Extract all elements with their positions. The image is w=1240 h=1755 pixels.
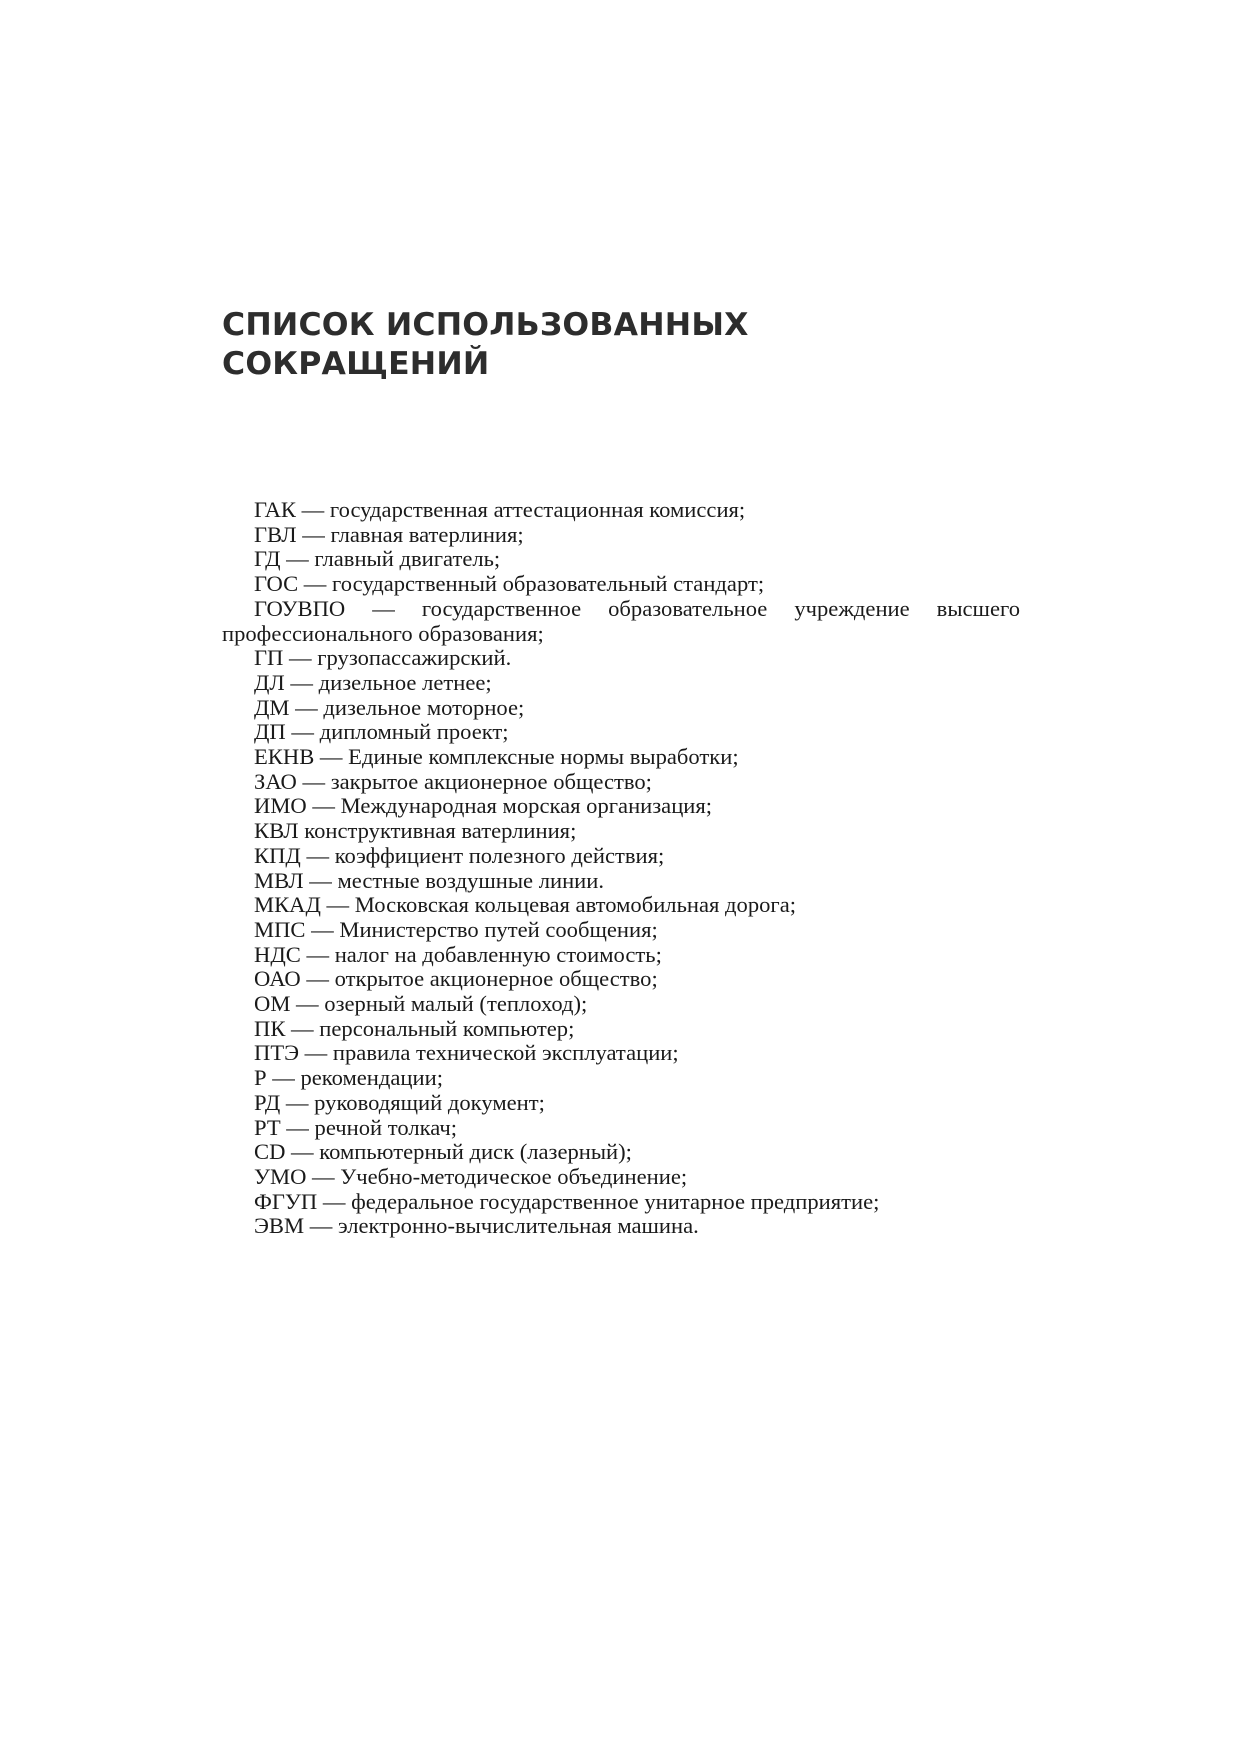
abbreviation-entry: КПД — коэффициент полезного действия; — [254, 842, 665, 868]
abbreviation-entry: КВЛ конструктивная ватерлиния; — [254, 818, 577, 844]
abbreviation-entry: ГАК — государственная аттестационная комиссия; — [254, 497, 746, 522]
abbreviation-entry: CD — компьютерный диск (лазерный); — [254, 1139, 632, 1165]
page-title-line-2: СОКРАЩЕНИЙ — [222, 346, 490, 382]
abbreviation-entry: ЗАО — закрытое акционерное общество; — [254, 768, 652, 794]
abbreviation-entry: ГОС — государственный образовательный стандарт; — [254, 571, 765, 597]
abbreviation-entry: ПК — персональный компьютер; — [254, 1015, 575, 1041]
page-title — [222, 306, 1022, 384]
abbreviation-entry: ОАО — открытое акционерное общество; — [254, 966, 658, 992]
abbreviation-entry: МПС — Министерство путей сообщения; — [254, 916, 658, 942]
abbreviation-entry: ИМО — Международная морская организация; — [254, 793, 713, 819]
abbreviation-entry: ГВЛ — главная ватерлиния; — [254, 521, 524, 547]
abbreviation-list — [222, 498, 1020, 1239]
abbreviation-entry: ФГУП — федеральное государственное унитарное предприятие; — [254, 1188, 880, 1214]
abbreviation-entry: РТ — речной толкач; — [254, 1114, 458, 1140]
abbreviation-entry: ГД — главный двигатель; — [254, 546, 501, 572]
abbreviation-entry: ДЛ — дизельное летнее; — [254, 669, 492, 695]
abbreviation-entry: НДС — налог на добавленную стоимость; — [254, 941, 662, 967]
abbreviation-entry: МВЛ — местные воздушные линии. — [254, 867, 605, 893]
abbreviation-entry: ЭВМ — электронно-вычислительная машина. — [254, 1213, 699, 1239]
abbreviation-entry: ДМ — дизельное моторное; — [254, 694, 525, 720]
abbreviation-entry: РД — руководящий документ; — [254, 1089, 545, 1115]
abbreviation-entry: ПТЭ — правила технической эксплуатации; — [254, 1040, 679, 1066]
abbreviation-entry: МКАД — Московская кольцевая автомобильная дорога; — [254, 892, 797, 918]
page-title-line-1: СПИСОК ИСПОЛЬЗОВАННЫХ — [222, 307, 749, 343]
abbreviation-entry: ЕКНВ — Единые комплексные нормы выработки; — [254, 744, 739, 770]
abbreviation-entry: УМО — Учебно-методическое объединение; — [254, 1163, 688, 1189]
abbreviation-entry: ГП — грузопассажирский. — [254, 645, 512, 671]
abbreviation-entry: ГОУВПО — государственное образовательное учреждение высшего профессионального образования; — [222, 595, 1020, 646]
abbreviation-entry: Р — рекомендации; — [254, 1065, 443, 1091]
abbreviation-entry: ДП — дипломный проект; — [254, 719, 509, 745]
abbreviation-entry: ОМ — озерный малый (теплоход); — [254, 991, 588, 1017]
